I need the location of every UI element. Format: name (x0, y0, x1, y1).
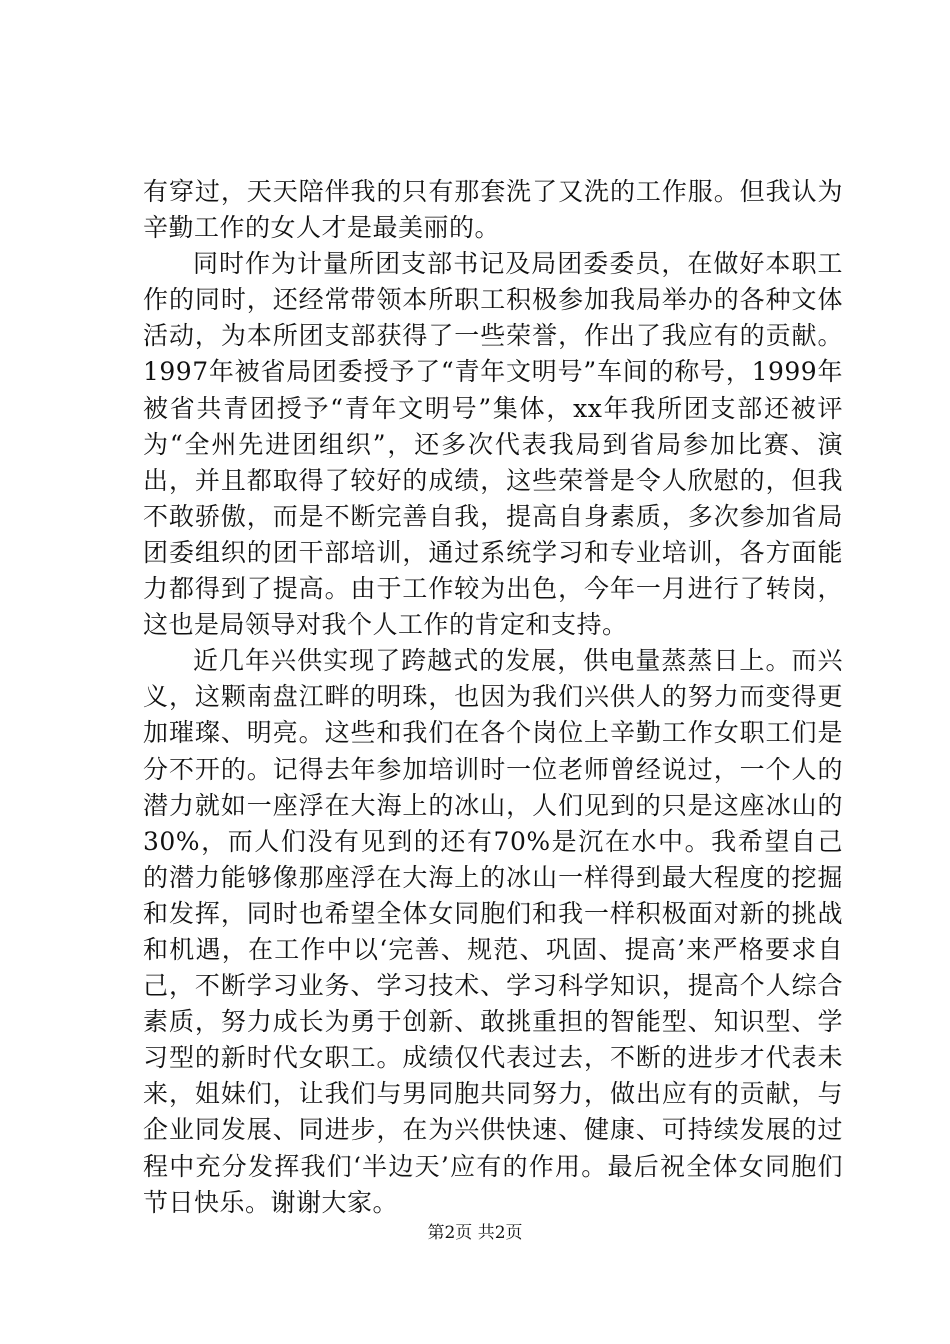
page-number-footer: 第2页 共2页 (427, 1223, 523, 1243)
paragraph-youth-league: 同时作为计量所团支部书记及局团委委员，在做好本职工作的同时，还经常带领本所职工积极参加我局举办的各种文体活动，为本所团支部获得了一些荣誉，作出了我应有的贡献。1997年被省局团委授予了“青年文明号”车间的称号，1999年被省共青团授予“青年文明号”集体，xx年我所团支部还被评为“全州先进团组织”，还多次代表我局到省局参加比赛、演出，并且都取得了较好的成绩，这些荣誉是令人欣慰的，但我不敢骄傲，而是不断完善自我，提高自身素质，多次参加省局团委组织的团干部培训，通过系统学习和专业培训，各方面能力都得到了提高。由于工作较为出色，今年一月进行了转岗，这也是局领导对我个人工作的肯定和支持。 (143, 249, 843, 640)
document-body (143, 174, 843, 1221)
paragraph-continuation: 有穿过，天天陪伴我的只有那套洗了又洗的工作服。但我认为辛勤工作的女人才是最美丽的。 (143, 177, 843, 243)
paragraph-closing: 近几年兴供实现了跨越式的发展，供电量蒸蒸日上。而兴义，这颗南盘江畔的明珠，也因为我们兴供人的努力而变得更加璀璨、明亮。这些和我们在各个岗位上辛勤工作女职工们是分不开的。记得去年参加培训时一位老师曾经说过，一个人的潜力就如一座浮在大海上的冰山，人们见到的只是这座冰山的30%，而人们没有见到的还有70%是沉在水中。我希望自己的潜力能够像那座浮在大海上的冰山一样得到最大程度的挖掘和发挥，同时也希望全体女同胞们和我一样积极面对新的挑战和机遇，在工作中以‘完善、规范、巩固、提高’来严格要求自己，不断学习业务、学习技术、学习科学知识，提高个人综合素质，努力成长为勇于创新、敢挑重担的智能型、知识型、学习型的新时代女职工。成绩仅代表过去，不断的进步才代表未来，姐妹们，让我们与男同胞共同努力，做出应有的贡献，与企业同发展、同进步，在为兴供快速、健康、可持续发展的过程中充分发挥我们‘半边天’应有的作用。最后祝全体女同胞们节日快乐。谢谢大家。 (143, 646, 843, 1217)
